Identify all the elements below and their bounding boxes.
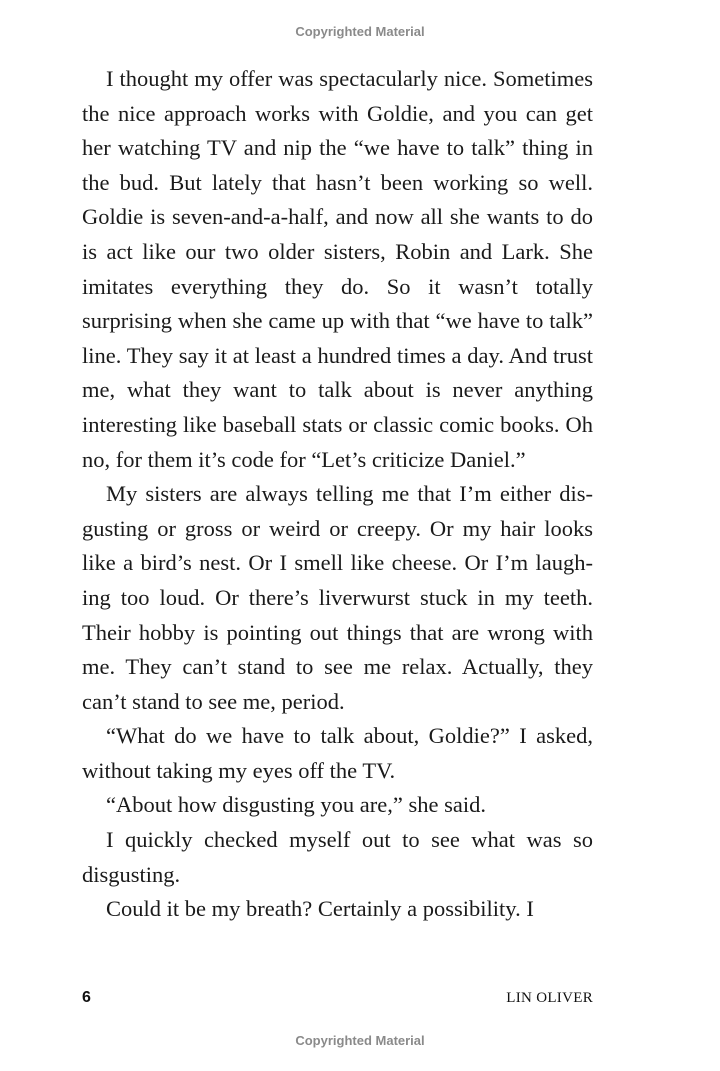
paragraph-3: “What do we have to talk about, Goldie?” I asked, without taking my eyes off the TV. xyxy=(82,723,593,783)
running-head-author: LIN OLIVER xyxy=(506,989,593,1006)
page-footer xyxy=(82,986,593,1010)
paragraph-2: My sisters are always telling me that I’m either disgusting or gross or weird or creepy. Or my hair looks like a bird’s nest. Or I smell like cheese. Or I’m laughing too loud. Or there’s liverwurst stuck in my teeth. Their hobby is pointing out things that are wrong with me. They can’t stand to see me relax. Actually, they can’t stand to see me, period. xyxy=(82,481,593,714)
paragraph-6: Could it be my breath? Certainly a possibility. I xyxy=(106,896,534,922)
copyright-notice-bottom: Copyrighted Material xyxy=(295,1033,425,1048)
body-text xyxy=(82,62,593,927)
copyright-notice-top: Copyrighted Material xyxy=(295,24,425,39)
paragraph-5: I quickly checked myself out to see what was so disgusting. xyxy=(82,827,593,887)
page-number: 6 xyxy=(82,989,91,1006)
paragraph-1: I thought my offer was spectacularly nice. Sometimes the nice approach works with Goldie, and you can get her watching TV and nip the “we have to talk” thing in the bud. But lately that hasn’t been working so well. Goldie is seven-and-a-half, and now all she wants to do is act like our two older sisters, Robin and Lark. She imitates everything they do. So it wasn’t totally surprising when she came up with that “we have to talk” line. They say it at least a hundred times a day. And trust me, what they want to talk about is never anything interesting like baseball stats or classic comic books. Oh no, for them it’s code for “Let’s criticize Daniel.” xyxy=(82,66,593,472)
paragraph-4: “About how disgusting you are,” she said. xyxy=(106,792,486,818)
